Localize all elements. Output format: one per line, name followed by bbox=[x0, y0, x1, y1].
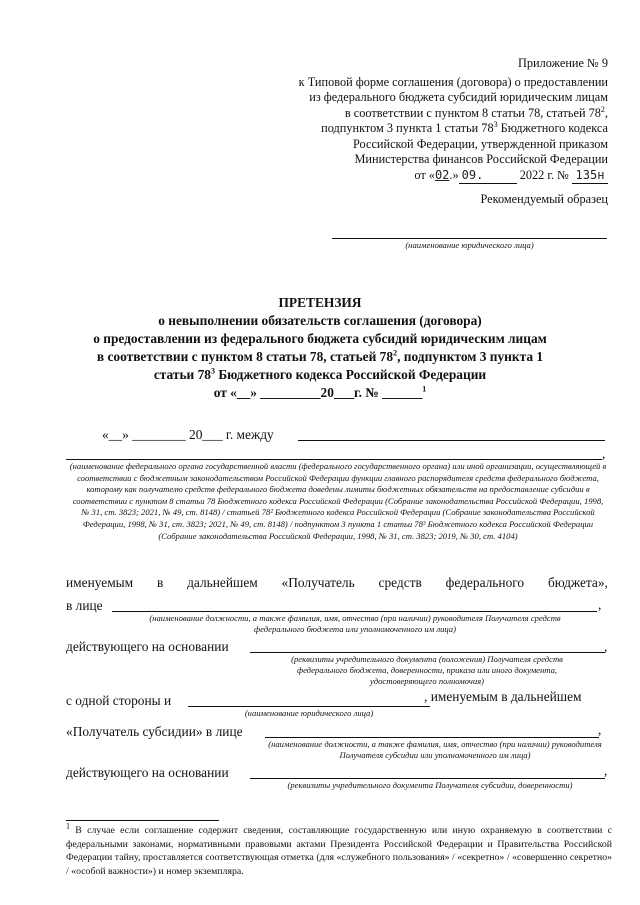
comma: , bbox=[598, 722, 602, 737]
recipient-person-line bbox=[265, 737, 599, 738]
person-line bbox=[112, 611, 597, 612]
appendix-number: Приложение № 9 bbox=[517, 56, 608, 70]
basis-note: (реквизиты учредительного документа (положения) Получателя средств федерального бюджета, доверенности, приказа или иного документа, удостоверяющего полномочия) bbox=[291, 654, 563, 686]
legal-entity-note: (наименование юридического лица) bbox=[244, 708, 374, 718]
named-further-label: , именуемым в дальнейшем bbox=[424, 689, 582, 704]
basis2-note: (реквизиты учредительного документа Получателя субсидии, доверенности) bbox=[287, 780, 573, 790]
recommended-sample: Рекомендуемый образец bbox=[480, 192, 608, 206]
doc-title: ПРЕТЕНЗИЯ bbox=[278, 295, 362, 310]
between-line bbox=[298, 440, 605, 441]
appendix-line: Министерства финансов Российской Федерации bbox=[354, 152, 608, 166]
one-side-label: с одной стороны и bbox=[66, 693, 172, 708]
appendix-line: из федерального бюджета субсидий юридическим лицам bbox=[309, 90, 608, 104]
footnote-separator bbox=[66, 820, 219, 821]
org-name-note: (наименование юридического лица) bbox=[405, 240, 534, 250]
doc-subtitle: в соответствии с пунктом 8 статьи 78, статьей $78^2$, подпунктом 3 пункта 1 bbox=[96, 348, 544, 364]
gov-org-line bbox=[66, 459, 602, 460]
appendix-line: подпунктом 3 пункта 1 статьи $78^3$ Бюджетного кодекса bbox=[321, 119, 608, 135]
date-between: «__» ________ 20___ г. между bbox=[102, 427, 274, 442]
recipient-person-note: (наименование должности, а также фамилия, имя, отчество (при наличии) руководителя Получателя субсидии или уполномоченного им лица) bbox=[268, 739, 602, 760]
appendix-line: к Типовой форме соглашения (договора) о предоставлении bbox=[298, 74, 608, 89]
date-month: 09. bbox=[459, 168, 517, 185]
basis-line bbox=[250, 652, 605, 653]
appendix-line: Российской Федерации, утвержденной приказом bbox=[353, 136, 608, 151]
appendix-block bbox=[299, 56, 608, 184]
basis2-line bbox=[250, 778, 605, 779]
acting-basis-label-2: действующего на основании bbox=[66, 765, 229, 780]
comma: , bbox=[604, 763, 608, 778]
person-note: (наименование должности, а также фамилия, имя, отчество (при наличии) руководителя Получателя средств федерального бюджета или уполномоченного им лица) bbox=[149, 613, 561, 634]
doc-subtitle: статьи $78^3$ Бюджетного кодекса Российской Федерации bbox=[153, 366, 487, 382]
recipient-label: «Получатель субсидии» в лице bbox=[66, 724, 243, 739]
comma: , bbox=[602, 446, 606, 461]
in-person-label: в лице bbox=[66, 598, 103, 613]
doc-claim-number: от «__» _________20___г. № ______$^1$ bbox=[213, 384, 427, 400]
appendix-line: в соответствии с пунктом 8 статьи 78, статьей $78^2$, bbox=[344, 104, 608, 120]
footnote: $^1$ В случае если соглашение содержит сведения, составляющие государственную или иную охраняемую в соответствии с федеральными законами, нормативными правовыми актами Президента Российской Федерации и Правительства Российской Федерации тайну, проставляется соответствующая отметка (для «служебного пользования» / «секретно» / «совершенно секретно» / «особой важности») и номер экземпляра. bbox=[66, 821, 612, 877]
doc-subtitle: о предоставлении из федерального бюджета субсидий юридическим лицам bbox=[93, 331, 547, 346]
comma: , bbox=[604, 639, 608, 654]
date-day: 02 bbox=[434, 167, 450, 182]
doc-subtitle: о невыполнении обязательств соглашения (договора) bbox=[158, 313, 482, 328]
org-name-line bbox=[332, 238, 607, 239]
order-number: 135н bbox=[572, 168, 608, 185]
comma: , bbox=[598, 597, 602, 612]
acting-basis-label: действующего на основании bbox=[66, 639, 229, 654]
appendix-date: от «02.» 09. 2022 г. № 135н bbox=[299, 168, 608, 185]
legal-entity-line bbox=[188, 706, 430, 707]
named-further-line: именуемым в дальнейшем «Получатель средств федерального бюджета», bbox=[66, 575, 608, 590]
gov-org-note: (наименование федерального органа государственной власти (федерального государственного органа) или иной организации, осуществляющей в соответствии с бюджетным законодательством Российской Федерации функции главного распорядителя средств федерального бюджета, которому как получателю средств федерального бюджета доведены лимиты бюджетных обязательств на предоставление субсидии в соответствии с пунктом 8 статьи 78 Бюджетного кодекса Российской Федерации (Собрание законодательства Российской Федерации, 1998, № 31, ст. 3823; 2021, № 49, ст. 8148) / статьей 78² Бюджетного кодекса Российской Федерации (Собрание законодательства Российской Федерации, 1998, № 31, ст. 3823; 2021, № 49, ст. 8148) / подпунктом 3 пункта 1 статьи 78³ Бюджетного кодекса Российской Федерации (Собрание законодательства Российской Федерации, 1998, № 31, ст. 3823; 2019, № 30, ст. 4104) bbox=[69, 461, 607, 541]
